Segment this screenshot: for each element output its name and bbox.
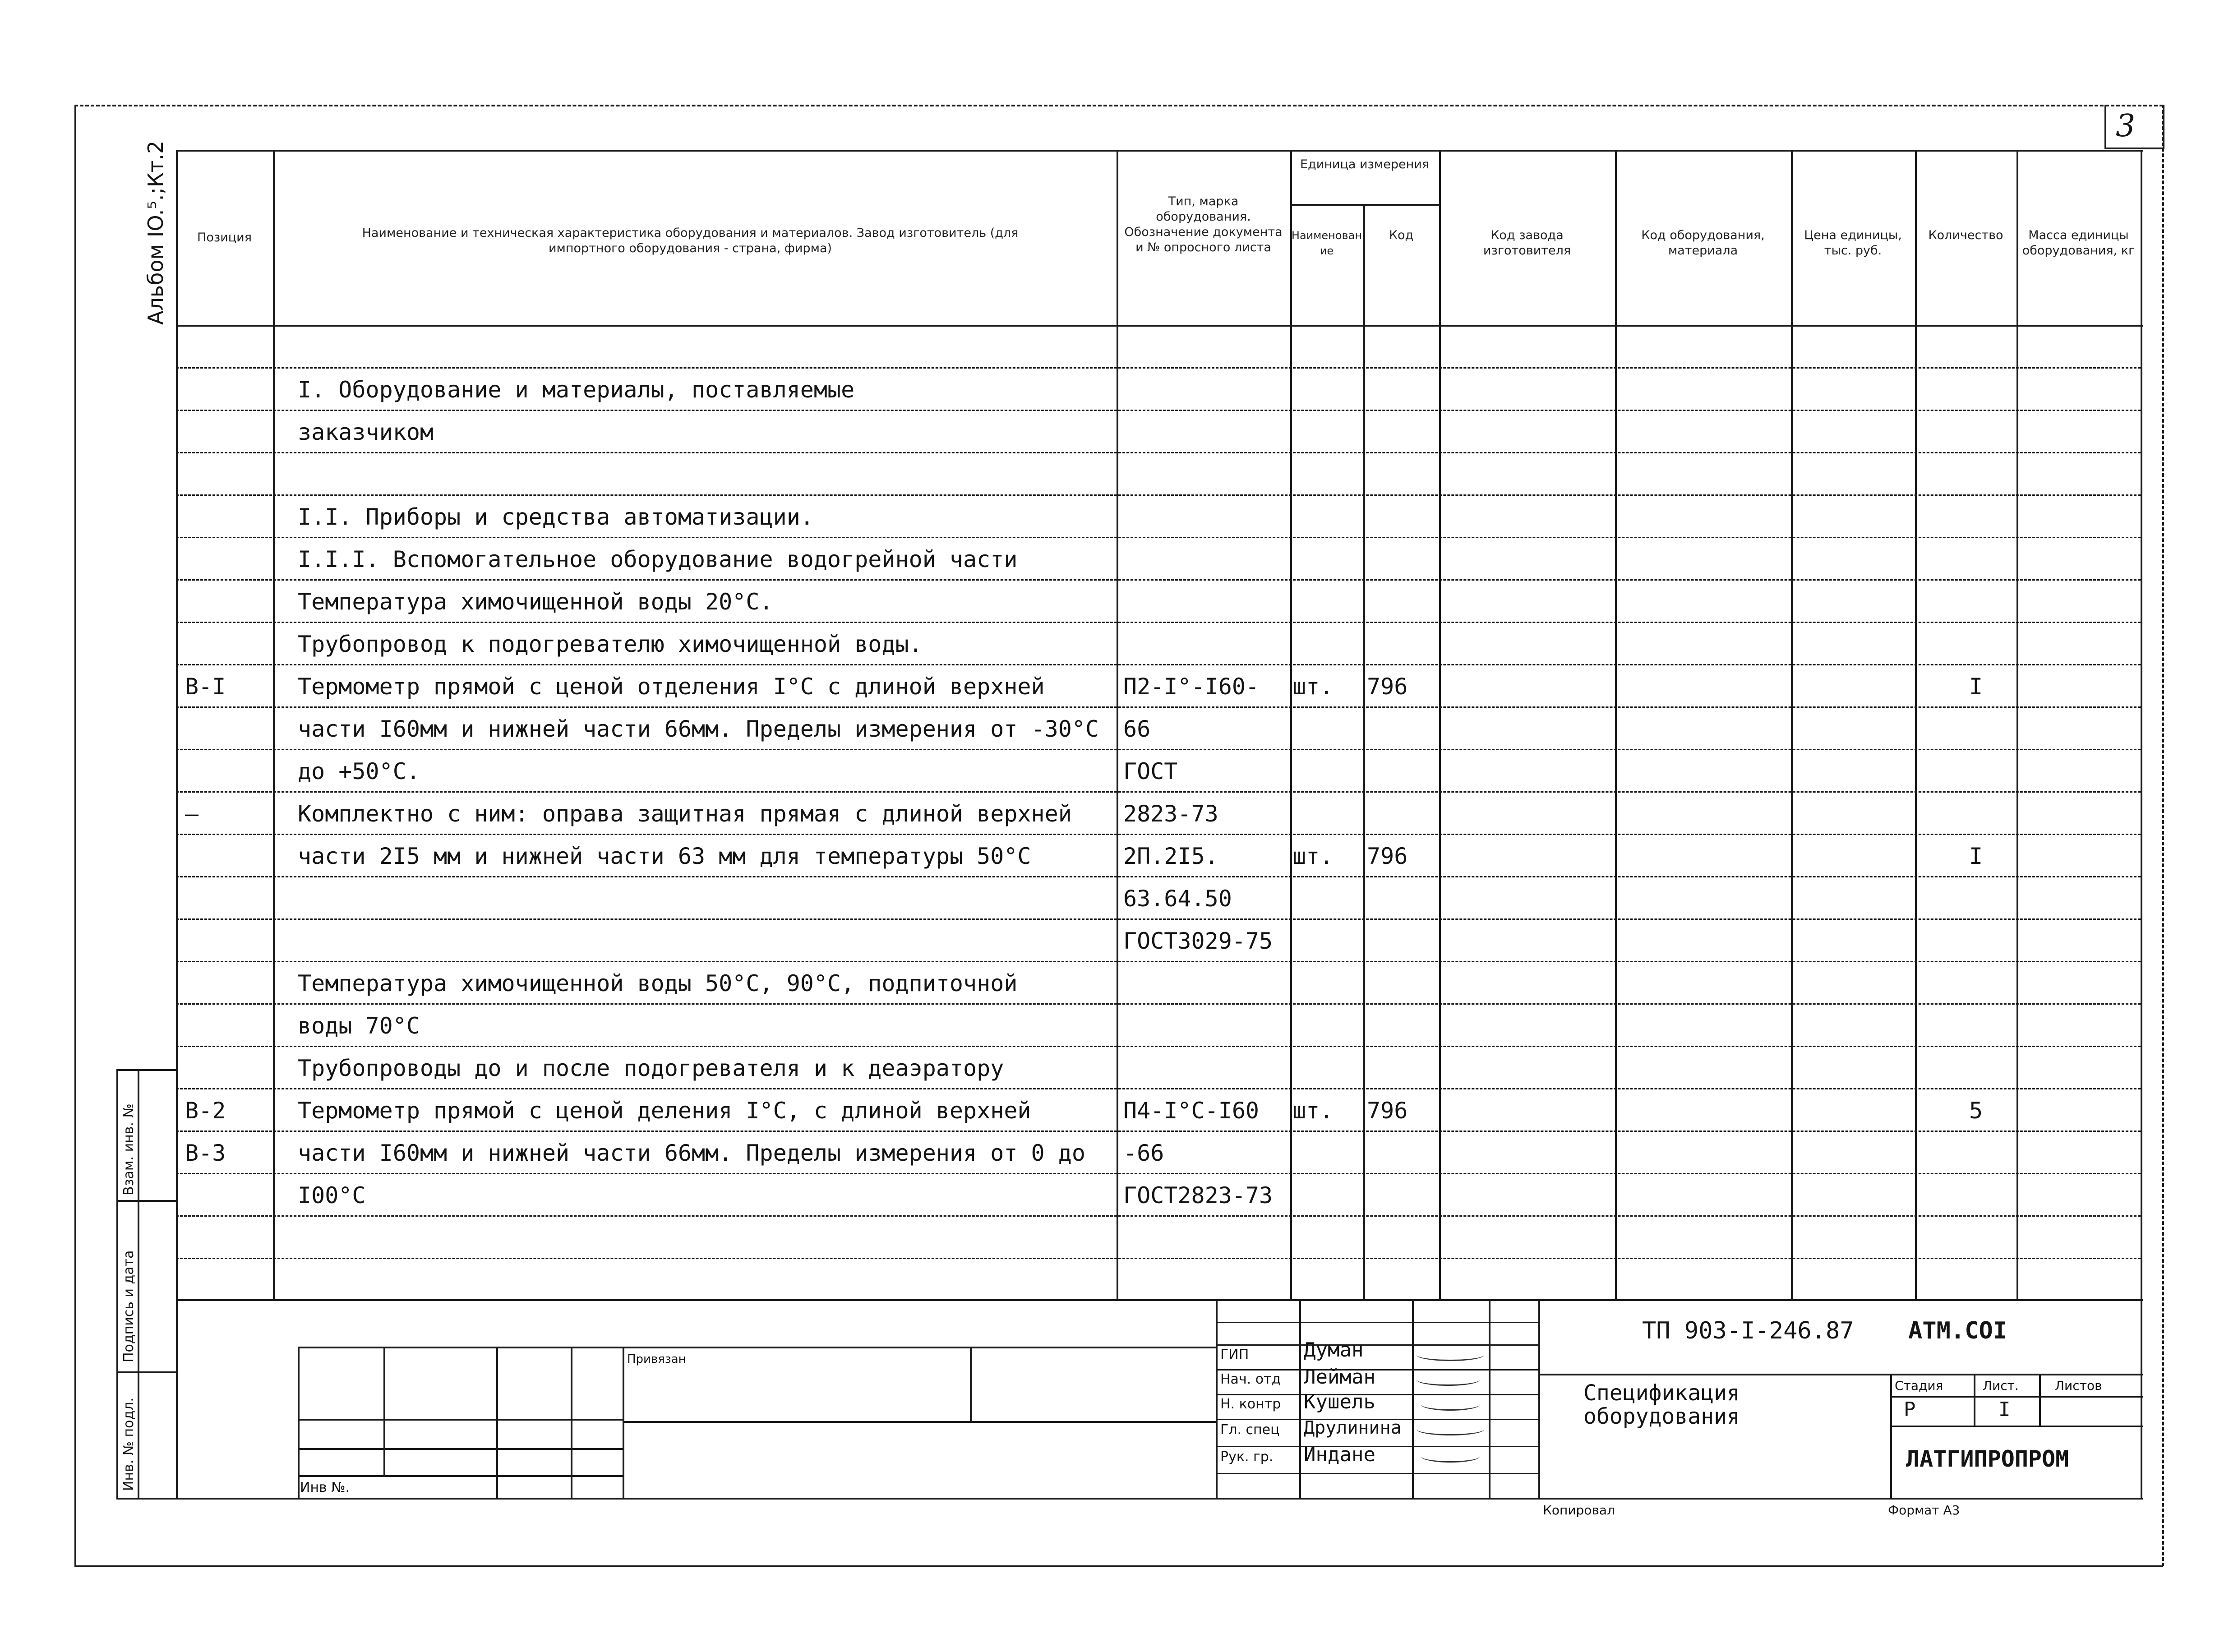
cell-name: I.I. Приборы и средства автоматизации.: [298, 504, 814, 530]
row-divider: [176, 622, 2141, 623]
header-price: Цена единицы, тыс. руб.: [1804, 228, 1902, 258]
cell-name: Трубопровод к подогревателю химочищенной воды.: [298, 631, 923, 657]
cell-type: -66: [1123, 1140, 1164, 1166]
side-strip-left: [116, 1069, 118, 1499]
sig-col-2: [1412, 1299, 1414, 1498]
row-divider: [176, 1215, 2141, 1217]
col-line-2: [1117, 150, 1118, 1299]
cell-qty: I: [1969, 843, 1983, 869]
name-gl-spec: Друлинина: [1304, 1417, 1402, 1438]
frame-right: [2162, 105, 2164, 1566]
cell-name: Комплектно с ним: оправа защитная прямая с длиной верхней: [298, 801, 1072, 827]
row-divider: [176, 1088, 2141, 1089]
signature-mark: [1417, 1423, 1484, 1435]
cell-type: П4-I°C-I60: [1123, 1098, 1260, 1124]
cell-type: 2823-73: [1123, 801, 1218, 827]
header-mass: Масса единицы оборудования, кг: [2022, 228, 2135, 258]
priv-col-2: [496, 1347, 498, 1498]
cell-code: 796: [1367, 1098, 1408, 1124]
cell-type: 66: [1123, 716, 1151, 742]
cell-type: ГОСТ: [1123, 758, 1178, 784]
cell-type: 2П.2I5.: [1123, 843, 1218, 869]
stage-row-2: [1890, 1426, 2143, 1427]
cell-name: Температура химочищенной воды 50°C, 90°C, подпиточной: [298, 970, 1018, 997]
side-strip-bottom: [116, 1498, 176, 1500]
row-divider: [176, 1173, 2141, 1174]
cell-qty: I: [1969, 674, 1983, 700]
header-unit-code: Код: [1389, 228, 1414, 242]
cell-pos: —: [185, 801, 199, 827]
cell-name: части 2I5 мм и нижней части 63 мм для температуры 50°C: [298, 843, 1031, 869]
signature-mark: [1417, 1349, 1484, 1361]
cell-unit: шт.: [1292, 1098, 1334, 1124]
row-divider: [176, 494, 2141, 496]
row-divider: [176, 664, 2141, 665]
frame-top: [74, 105, 2163, 106]
header-name: Наименование и техническая характеристика оборудования и материалов. Завод изготовитель (для импортного оборудования - страна, фирма): [362, 226, 1019, 255]
frame-bottom: [74, 1565, 2163, 1567]
cell-name: Термометр прямой с ценой деления I°C, с длиной верхней: [298, 1098, 1031, 1124]
col-line-1: [273, 150, 275, 1299]
stage-col-1: [1974, 1374, 1975, 1426]
priv-col-4: [623, 1347, 624, 1498]
header-plant-code: Код завода изготовителя: [1483, 228, 1571, 258]
col-line-0: [176, 150, 178, 1499]
format-label: Формат А3: [1888, 1503, 1960, 1518]
stage-col-2: [2039, 1374, 2041, 1426]
name-ruk-gr: Индане: [1304, 1443, 1375, 1466]
priv-col-1: [383, 1347, 385, 1475]
cell-unit: шт.: [1292, 674, 1334, 700]
cell-name: до +50°C.: [298, 758, 420, 784]
col-line-9: [2017, 150, 2018, 1299]
title-top-divider: [1538, 1374, 2143, 1375]
header-equip-code: Код оборудования, материала: [1641, 228, 1765, 258]
title-col-divider: [1890, 1374, 1892, 1498]
cell-name: воды 70°C: [298, 1013, 420, 1039]
cell-name: заказчиком: [298, 419, 434, 445]
col-line-8: [1915, 150, 1917, 1299]
cell-type: ГОСТ2823-73: [1123, 1182, 1273, 1209]
col-line-7: [1791, 150, 1793, 1299]
inv-label: Инв №.: [300, 1480, 350, 1495]
signature-mark: [1417, 1374, 1480, 1386]
role-gip: ГИП: [1220, 1347, 1249, 1362]
sig-row-2: [1216, 1369, 1538, 1371]
cell-pos: В-I: [185, 674, 226, 700]
cell-name: Трубопроводы до и после подогревателя и к деаэратору: [298, 1055, 1004, 1081]
side-strip-div-1: [116, 1200, 176, 1202]
priv-row-3: [298, 1475, 623, 1477]
cell-code: 796: [1367, 843, 1408, 869]
side-strip-div-2: [116, 1371, 176, 1373]
doc-title: Спецификация оборудования: [1583, 1380, 1740, 1429]
side-label-vzam: Взам. инв. №: [121, 1103, 137, 1195]
cell-type: П2-I°-I60-: [1123, 674, 1260, 700]
stage-row-1: [1890, 1396, 2143, 1398]
priv-row-1: [298, 1419, 623, 1421]
cell-type: 63.64.50: [1123, 886, 1232, 912]
name-nach-otd: Лейман: [1304, 1366, 1375, 1389]
row-divider: [176, 876, 2141, 877]
row-divider: [176, 791, 2141, 793]
sig-row-3: [1216, 1394, 1538, 1395]
row-divider: [176, 1258, 2141, 1259]
role-nach-otd: Нач. отд: [1220, 1371, 1281, 1387]
frame-left: [74, 105, 76, 1566]
row-divider: [176, 452, 2141, 453]
priv-row-2: [298, 1448, 623, 1450]
cell-code: 796: [1367, 674, 1408, 700]
sig-row-1: [1216, 1344, 1538, 1346]
col-line-6: [1615, 150, 1617, 1299]
sheet-label: Лист.: [1983, 1378, 2019, 1393]
priv-col-5: [970, 1347, 972, 1421]
cell-name: I.I.I. Вспомогательное оборудование водогрейной части: [298, 546, 1018, 572]
name-n-kontr: Кушель: [1304, 1390, 1375, 1413]
priv-col-0: [298, 1347, 300, 1498]
copied-label: Копировал: [1543, 1503, 1615, 1518]
row-divider: [176, 1003, 2141, 1005]
priv-top: [298, 1347, 1216, 1348]
cell-pos: В-2: [185, 1098, 226, 1124]
album-label: Альбом IO.⁵.;Кт.2: [143, 140, 168, 325]
header-position: Позиция: [197, 231, 252, 245]
row-divider: [176, 1046, 2141, 1047]
header-qty: Количество: [1928, 228, 2003, 242]
signature-mark: [1421, 1398, 1480, 1411]
role-n-kontr: Н. контр: [1220, 1396, 1281, 1412]
side-label-podpis: Подпись и дата: [121, 1250, 137, 1362]
row-divider: [176, 834, 2141, 835]
sheets-label: Листов: [2055, 1378, 2102, 1393]
cell-name: части I60мм и нижней части 66мм. Пределы измерения от -30°C: [298, 716, 1099, 742]
cell-name: I00°C: [298, 1182, 366, 1209]
cell-qty: 5: [1969, 1098, 1983, 1124]
row-divider: [176, 706, 2141, 708]
priv-name-bottom: [623, 1421, 1216, 1423]
sig-row-0: [1216, 1322, 1538, 1323]
table-bottom: [176, 1299, 2143, 1301]
table-top: [176, 150, 2143, 152]
cell-unit: шт.: [1292, 843, 1334, 869]
cell-type: ГОСТ3029-75: [1123, 928, 1273, 954]
header-unit-group: Единица измерения: [1300, 157, 1430, 171]
cell-name: части I60мм и нижней части 66мм. Пределы измерения от 0 до: [298, 1140, 1085, 1166]
sig-row-5: [1216, 1446, 1538, 1447]
sheet-number: 3: [2116, 108, 2136, 144]
side-label-inv: Инв. № подл.: [121, 1398, 137, 1491]
sig-row-6: [1216, 1473, 1538, 1474]
role-ruk-gr: Рук. гр.: [1220, 1449, 1274, 1465]
cell-name: Термометр прямой с ценой отделения I°C с длиной верхней: [298, 674, 1045, 700]
side-strip-inner: [138, 1069, 139, 1498]
priviazan-label: Привязан: [627, 1352, 686, 1366]
cell-name: I. Оборудование и материалы, поставляемые: [298, 377, 855, 403]
header-type: Тип, марка оборудования. Обозначение документа и № опросного листа: [1124, 194, 1283, 254]
organization: ЛАТГИПРОПРОМ: [1906, 1446, 2069, 1472]
stage-label: Стадия: [1895, 1378, 1943, 1393]
row-divider: [176, 410, 2141, 411]
stamp-bottom: [176, 1498, 2143, 1500]
row-divider: [176, 918, 2141, 920]
col-line-5: [1439, 150, 1441, 1299]
sig-col-3: [1489, 1299, 1490, 1498]
row-divider: [176, 537, 2141, 538]
cell-pos: В-3: [185, 1140, 226, 1166]
priv-col-3: [571, 1347, 572, 1498]
unit-group-divider: [1290, 204, 1439, 206]
name-gip: Думан: [1304, 1338, 1364, 1361]
sheet-value: I: [1998, 1398, 2011, 1421]
header-unit-name: Наименование: [1291, 229, 1362, 257]
col-line-3: [1290, 150, 1292, 1299]
sig-col-4: [1538, 1299, 1540, 1498]
row-divider: [176, 961, 2141, 962]
row-divider: [176, 367, 2141, 369]
row-divider: [176, 749, 2141, 750]
row-divider: [176, 579, 2141, 581]
cell-name: Температура химочищенной воды 20°C.: [298, 589, 773, 615]
stage-value: Р: [1904, 1398, 1916, 1421]
col-line-10: [2141, 150, 2142, 1499]
doc-mark: АТМ.СОI: [1908, 1317, 2007, 1344]
side-strip-top: [116, 1069, 176, 1071]
doc-code: ТП 903-I-246.87: [1642, 1317, 1854, 1344]
sig-col-0: [1216, 1299, 1218, 1498]
header-bottom: [176, 325, 2143, 327]
signature-mark: [1421, 1450, 1480, 1463]
role-gl-spec: Гл. спец: [1220, 1422, 1280, 1438]
row-divider: [176, 1131, 2141, 1132]
sig-col-1: [1299, 1299, 1301, 1498]
